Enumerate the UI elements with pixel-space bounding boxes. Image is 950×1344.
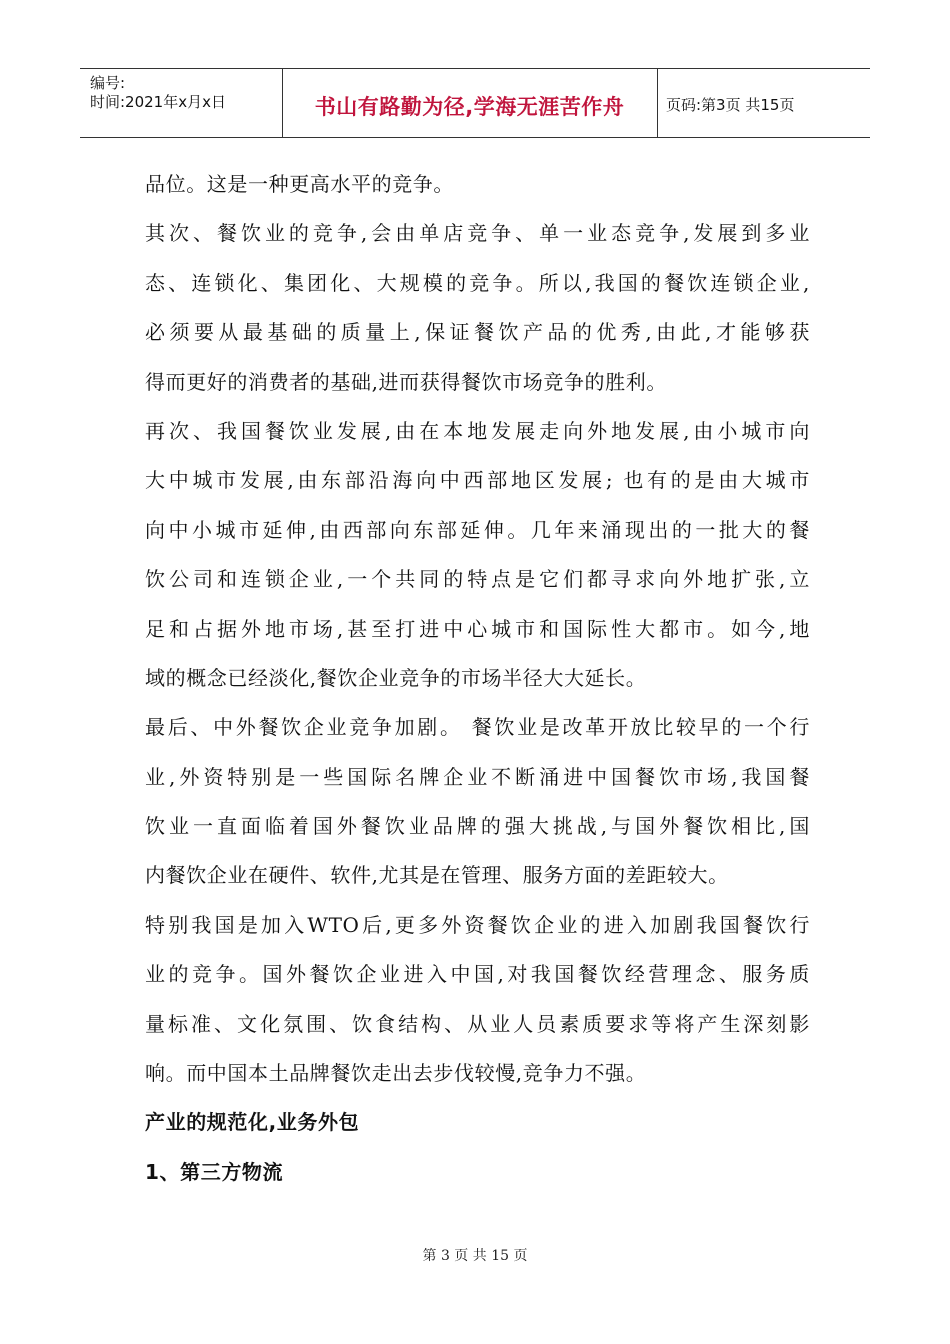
document-date-label: 时间:2021年x月x日 [90,93,226,111]
text-line: 业,外资特别是一些国际名牌企业不断涌进中国餐饮市场,我国餐 [145,764,810,789]
text-line: 再次、我国餐饮业发展,由在本地发展走向外地发展,由小城市向 [145,418,810,443]
text-line: 特别我国是加入WTO后,更多外资餐饮企业的进入加剧我国餐饮行 [145,912,810,937]
text-line: 得而更好的消费者的基础,进而获得餐饮市场竞争的胜利。 [145,369,667,394]
text-line: 最后、中外餐饮企业竞争加剧。 餐饮业是改革开放比较早的一个行 [145,715,810,740]
text-line: 其次、餐饮业的竞争,会由单店竞争、单一业态竞争,发展到多业 [145,221,810,246]
text-line: 态、连锁化、集团化、大规模的竞争。所以,我国的餐饮连锁企业, [145,270,810,295]
subsection-heading: 1、第三方物流 [145,1159,284,1184]
header-motto-cell [282,69,658,137]
header-motto: 书山有路勤为径,学海无涯苦作舟 [314,95,625,119]
text-line: 响。而中国本土品牌餐饮走出去步伐较慢,竞争力不强。 [145,1061,647,1086]
page-header [80,68,870,138]
text-line: 足和占据外地市场,甚至打进中心城市和国际性大都市。如今,地 [145,616,810,641]
text-line: 域的概念已经淡化,餐饮企业竞争的市场半径大大延长。 [145,665,647,690]
section-heading: 产业的规范化,业务外包 [145,1110,360,1135]
body-text [145,160,810,1098]
page-footer: 第 3 页 共 15 页 [422,1248,528,1264]
header-info-cell [80,69,283,137]
header-page-code: 页码:第3页 共15页 [666,96,795,114]
text-line: 向中小城市延伸,由西部向东部延伸。几年来涌现出的一批大的餐 [145,517,810,542]
text-line: 品位。这是一种更高水平的竞争。 [145,172,454,196]
text-line: 饮公司和连锁企业,一个共同的特点是它们都寻求向外地扩张,立 [145,567,810,592]
text-line: 大中城市发展,由东部沿海向中西部地区发展; 也有的是由大城市 [145,468,810,493]
header-page-cell [658,69,870,137]
document-body [145,160,810,1197]
text-line: 必须要从最基础的质量上,保证餐饮产品的优秀,由此,才能够获 [145,320,810,345]
text-line: 量标准、文化氛围、饮食结构、从业人员素质要求等将产生深刻影 [145,1011,810,1036]
text-line: 内餐饮企业在硬件、软件,尤其是在管理、服务方面的差距较大。 [145,863,729,888]
document-number-label: 编号: [90,74,126,92]
text-line: 饮业一直面临着国外餐饮业品牌的强大挑战,与国外餐饮相比,国 [145,814,810,839]
text-line: 业的竞争。国外餐饮企业进入中国,对我国餐饮经营理念、服务质 [145,962,810,987]
